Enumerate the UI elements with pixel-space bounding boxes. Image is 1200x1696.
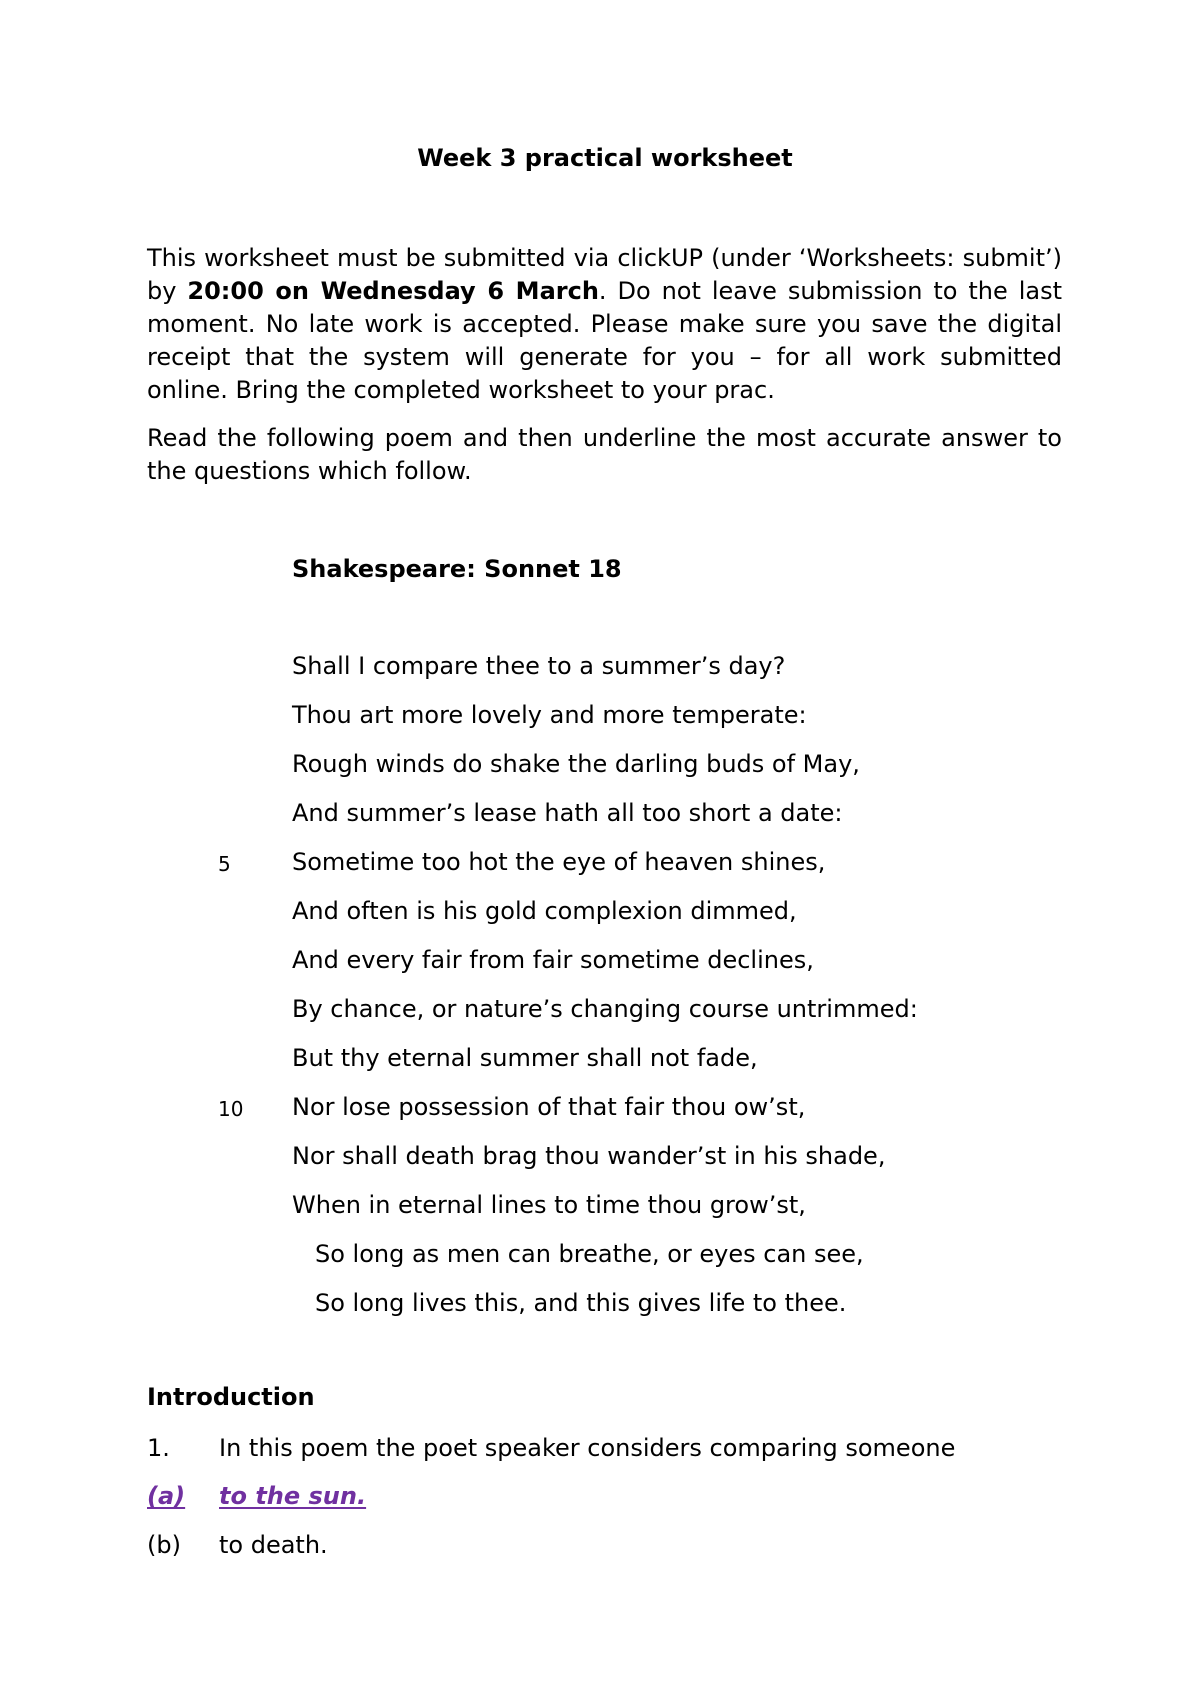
instructions-part-2: . Do not leave submission to the last moment. No late work is accepted. Please make sure you save the digital receipt that the system will generate for you – for all work submitted online. Bring the completed worksheet to your prac. bbox=[147, 277, 1062, 404]
poem-line: By chance, or nature’s changing course untrimmed: bbox=[292, 995, 918, 1023]
poem-line: Shall I compare thee to a summer’s day? bbox=[292, 652, 786, 680]
poem-line: Thou art more lovely and more temperate: bbox=[292, 701, 807, 729]
poem-line: Nor lose possession of that fair thou ow’st, bbox=[292, 1093, 806, 1121]
submission-instructions bbox=[147, 242, 1062, 407]
poem-line: And summer’s lease hath all too short a date: bbox=[292, 799, 843, 827]
line-number: 5 bbox=[218, 852, 231, 876]
line-number: 10 bbox=[218, 1097, 244, 1121]
option-a-label[interactable]: (a) bbox=[147, 1482, 186, 1510]
poem-line: And often is his gold complexion dimmed, bbox=[292, 897, 797, 925]
reading-instruction: Read the following poem and then underline the most accurate answer to the questions which follow. bbox=[147, 424, 1062, 485]
option-b-label[interactable]: (b) bbox=[147, 1531, 181, 1559]
section-heading: Introduction bbox=[147, 1383, 315, 1411]
poem-line: Nor shall death brag thou wander’st in his shade, bbox=[292, 1142, 886, 1170]
instructions-part-1: This worksheet must be submitted via clickUP (under ‘Worksheets: submit’) by bbox=[147, 244, 1062, 305]
page-title: Week 3 practical worksheet bbox=[417, 144, 793, 172]
option-a-text[interactable]: to the sun. bbox=[219, 1482, 367, 1510]
poem-line: Rough winds do shake the darling buds of May, bbox=[292, 750, 860, 778]
option-b-text[interactable]: to death. bbox=[219, 1531, 328, 1559]
submission-deadline: 20:00 on Wednesday 6 March bbox=[187, 277, 599, 305]
poem-line: When in eternal lines to time thou grow’st, bbox=[292, 1191, 806, 1219]
question-text: In this poem the poet speaker considers comparing someone bbox=[219, 1434, 956, 1462]
poem-line: Sometime too hot the eye of heaven shines, bbox=[292, 848, 826, 876]
poem-line: So long lives this, and this gives life to thee. bbox=[315, 1289, 847, 1317]
poem-line: So long as men can breathe, or eyes can see, bbox=[315, 1240, 864, 1268]
question-number: 1. bbox=[147, 1434, 170, 1462]
poem-line: And every fair from fair sometime declines, bbox=[292, 946, 814, 974]
poem-line: But thy eternal summer shall not fade, bbox=[292, 1044, 758, 1072]
poem-title: Shakespeare: Sonnet 18 bbox=[292, 555, 622, 583]
